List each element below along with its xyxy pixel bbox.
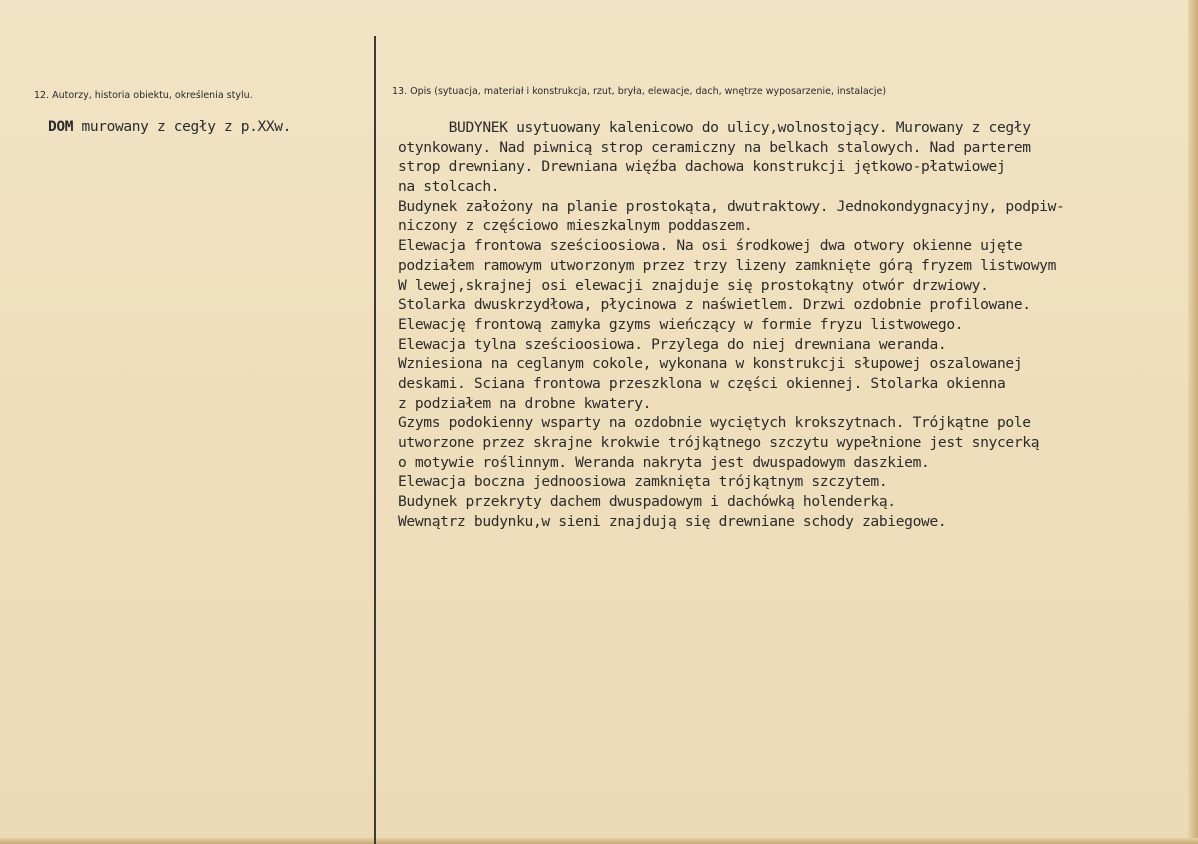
entry-bold-word: DOM: [48, 119, 74, 135]
description-line: podziałem ramowym utworzonym przez trzy lizeny zamknięte górą fryzem listwowym: [398, 256, 1057, 274]
card-edge-right: [1188, 0, 1198, 844]
description-line: utworzone przez skrajne krokwie trójkątnego szczytu wypełnione jest snycerką: [398, 434, 1040, 451]
description-line: Gzyms podokienny wsparty na ozdobnie wyciętych krokszytnach. Trójkątne pole: [398, 414, 1031, 432]
field-12-entry: [48, 119, 291, 135]
entry-rest: murowany z cegły z p.XXw.: [73, 119, 292, 135]
description-line: W lewej,skrajnej osi elewacji znajduje się prostokątny otwór drzwiowy.: [398, 276, 989, 294]
card-edge-bottom: [0, 838, 1198, 844]
field-12-heading: 12. Autorzy, historia obiektu, określenia stylu.: [34, 90, 253, 101]
description-line: z podziałem na drobne kwatery.: [398, 394, 652, 412]
description-line: deskami. Sciana frontowa przeszklona w części okiennej. Stolarka okienna: [398, 374, 1006, 392]
description-line: Budynek założony na planie prostokąta, dwutraktowy. Jednokondygnacyjny, podpiw-: [398, 197, 1065, 215]
field-13-heading: 13. Opis (sytuacja, materiał i konstrukcja, rzut, bryła, elewacje, dach, wnętrze wyposarzenie, instalacje): [392, 86, 887, 97]
field-13-description: [398, 118, 1064, 531]
description-line: o motywie roślinnym. Weranda nakryta jest dwuspadowym daszkiem.: [398, 453, 930, 471]
description-line: Elewacja boczna jednoosiowa zamknięta trójkątnym szczytem.: [398, 473, 888, 491]
description-line: BUDYNEK usytuowany kalenicowo do ulicy,wolnostojący. Murowany z cegły: [398, 119, 1031, 136]
description-line: niczony z częściowo mieszkalnym poddaszem.: [398, 217, 753, 235]
description-line: Elewacja tylna sześcioosiowa. Przylega do niej drewniana weranda.: [398, 335, 947, 353]
description-line: otynkowany. Nad piwnicą strop ceramiczny na belkach stalowych. Nad parterem: [398, 138, 1031, 156]
description-line: Stolarka dwuskrzydłowa, płycinowa z naświetlem. Drzwi ozdobnie profilowane.: [398, 296, 1031, 314]
description-line: strop drewniany. Drewniana więźba dachowa konstrukcji jętkowo-płatwiowej: [398, 158, 1006, 176]
description-line: Wewnątrz budynku,w sieni znajdują się drewniane schody zabiegowe.: [398, 512, 947, 530]
description-line: Elewacja frontowa sześcioosiowa. Na osi środkowej dwa otwory okienne ujęte: [398, 237, 1023, 255]
description-line: Budynek przekryty dachem dwuspadowym i dachówką holenderką.: [398, 493, 896, 511]
description-line: Elewację frontową zamyka gzyms wieńczący w formie fryzu listwowego.: [398, 315, 964, 333]
description-line: na stolcach.: [398, 178, 500, 196]
description-line: Wzniesiona na ceglanym cokole, wykonana w konstrukcji słupowej oszalowanej: [398, 355, 1023, 373]
column-divider: [374, 36, 376, 844]
